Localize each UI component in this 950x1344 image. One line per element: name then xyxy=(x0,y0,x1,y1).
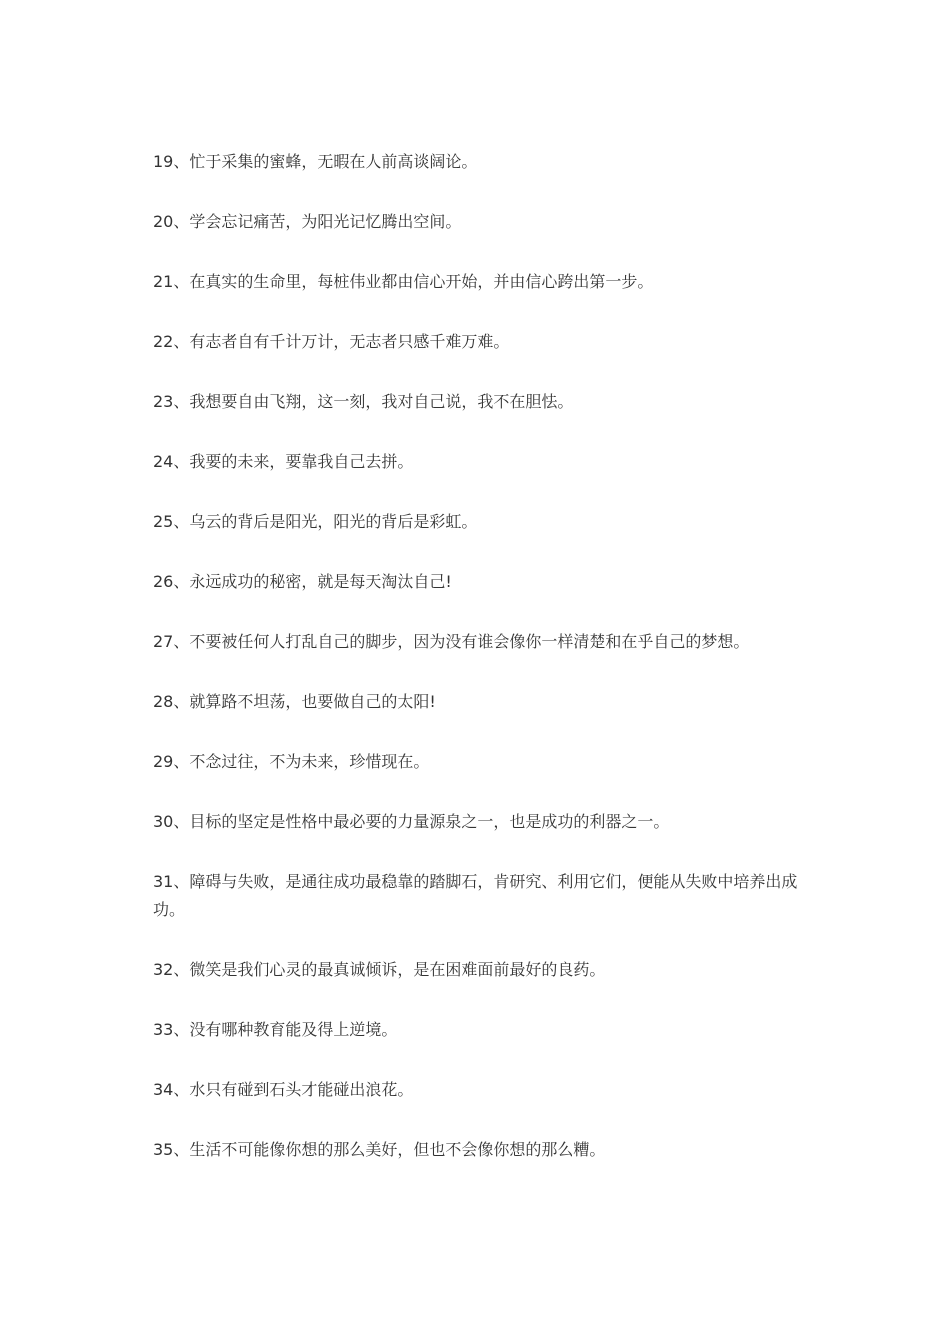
quote-line-20: 20、学会忘记痛苦，为阳光记忆腾出空间。 xyxy=(153,212,462,231)
quote-line-34: 34、水只有碰到石头才能碰出浪花。 xyxy=(153,1080,414,1099)
quote-line-31: 31、障碍与失败，是通往成功最稳靠的踏脚石，肯研究、利用它们，便能从失败中培养出成功。 xyxy=(153,872,798,919)
quote-line-35: 35、生活不可能像你想的那么美好，但也不会像你想的那么糟。 xyxy=(153,1140,606,1159)
quote-line-32: 32、微笑是我们心灵的最真诚倾诉，是在困难面前最好的良药。 xyxy=(153,960,606,979)
quote-line-30: 30、目标的坚定是性格中最必要的力量源泉之一，也是成功的利器之一。 xyxy=(153,812,670,831)
quote-line-27: 27、不要被任何人打乱自己的脚步，因为没有谁会像你一样清楚和在乎自己的梦想。 xyxy=(153,632,750,651)
quote-line-19: 19、忙于采集的蜜蜂，无暇在人前高谈阔论。 xyxy=(153,152,478,171)
quote-line-24: 24、我要的未来，要靠我自己去拼。 xyxy=(153,452,414,471)
quote-line-22: 22、有志者自有千计万计，无志者只感千难万难。 xyxy=(153,332,510,351)
quote-line-29: 29、不念过往，不为未来，珍惜现在。 xyxy=(153,752,430,771)
quote-line-26: 26、永远成功的秘密，就是每天淘汰自己! xyxy=(153,572,452,591)
quote-line-28: 28、就算路不坦荡，也要做自己的太阳! xyxy=(153,692,436,711)
quote-list xyxy=(153,148,803,1196)
quote-line-25: 25、乌云的背后是阳光，阳光的背后是彩虹。 xyxy=(153,512,478,531)
quote-line-33: 33、没有哪种教育能及得上逆境。 xyxy=(153,1020,398,1039)
quote-line-21: 21、在真实的生命里，每桩伟业都由信心开始，并由信心跨出第一步。 xyxy=(153,272,654,291)
quote-line-23: 23、我想要自由飞翔，这一刻，我对自己说，我不在胆怯。 xyxy=(153,392,574,411)
